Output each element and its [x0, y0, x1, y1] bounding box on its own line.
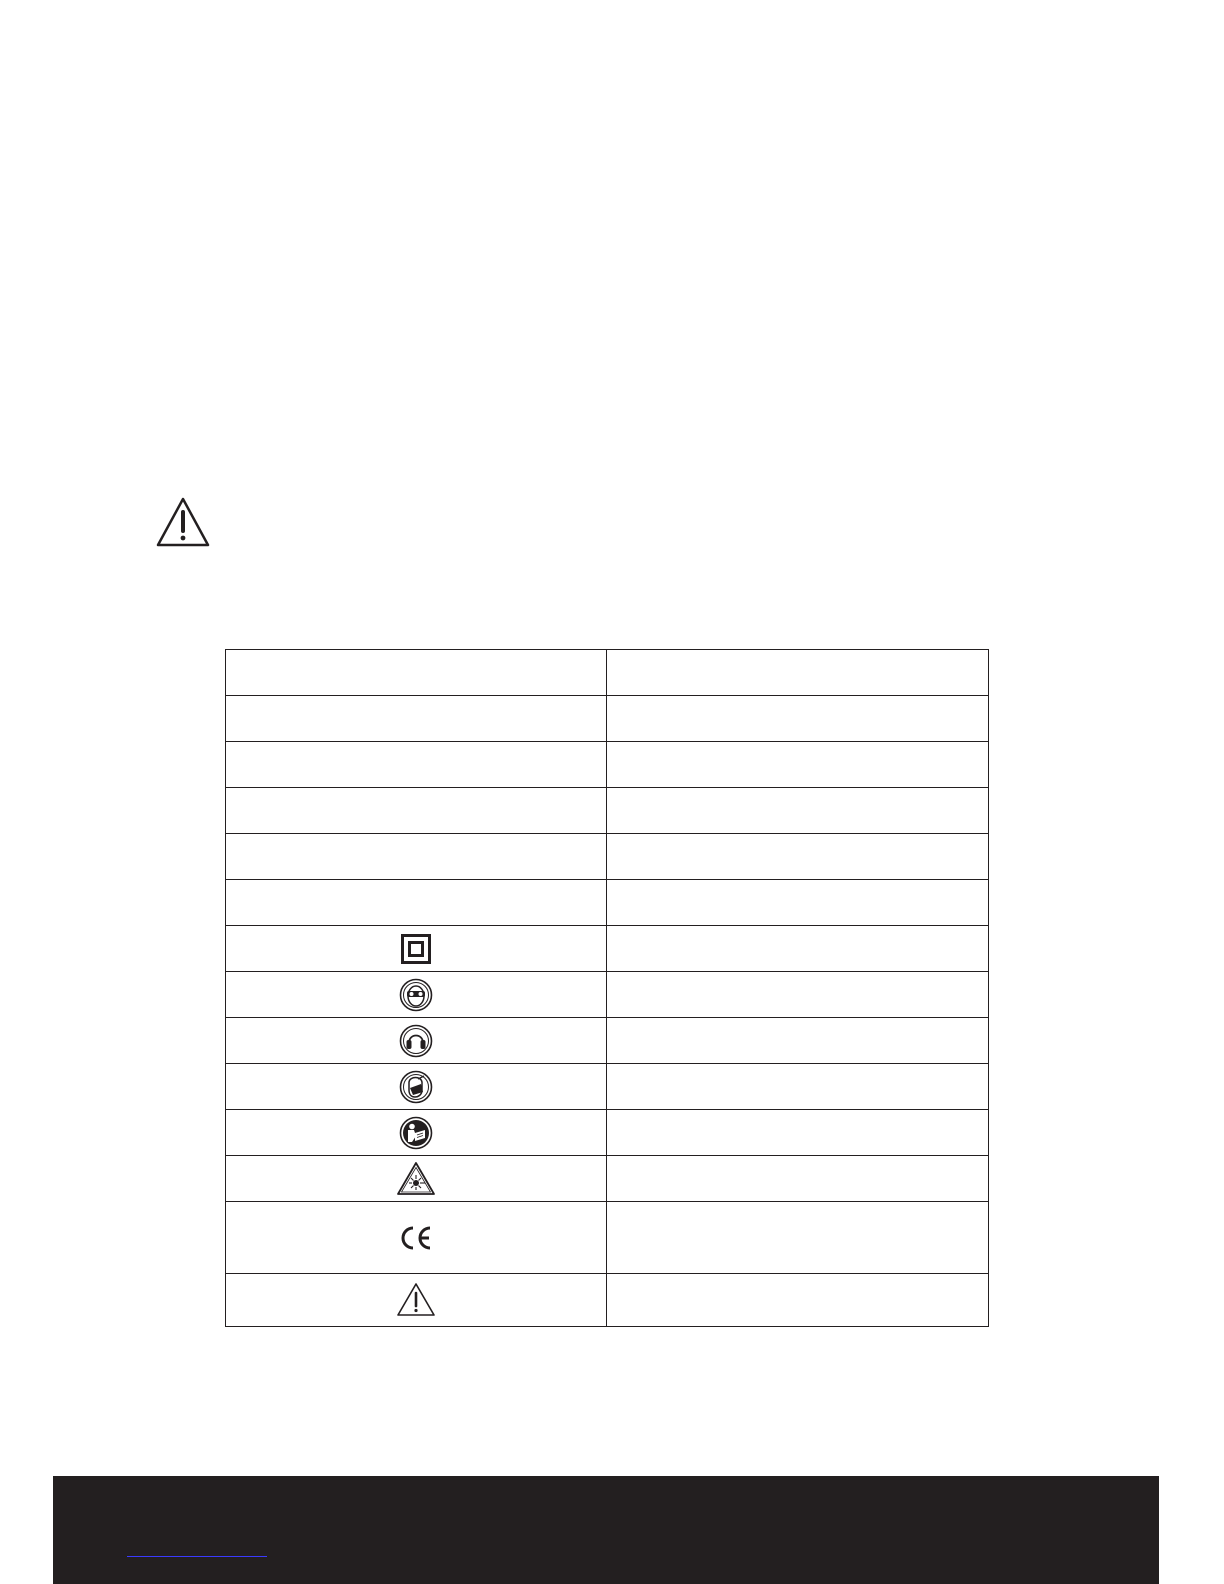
symbol-cell	[226, 1202, 607, 1274]
symbol-cell	[226, 972, 607, 1018]
description-cell	[607, 1110, 989, 1156]
table-row	[226, 926, 989, 972]
warning-triangle-icon	[155, 496, 211, 548]
symbol-cell	[226, 1064, 607, 1110]
table-row	[226, 1018, 989, 1064]
symbols-table	[225, 649, 989, 1327]
table-row	[226, 1110, 989, 1156]
symbol-cell	[226, 1156, 607, 1202]
symbol-cell	[226, 926, 607, 972]
warning-triangle-icon	[396, 1282, 436, 1318]
description-cell	[607, 834, 989, 880]
table-row	[226, 788, 989, 834]
symbol-cell	[226, 696, 607, 742]
symbol-cell	[226, 1110, 607, 1156]
symbol-cell	[226, 650, 607, 696]
read-manual-icon	[399, 1116, 433, 1150]
laser-radiation-icon	[396, 1161, 436, 1197]
double-insulation-icon	[401, 934, 431, 964]
symbol-cell	[226, 834, 607, 880]
footer-link[interactable]	[127, 1556, 267, 1557]
ear-protection-icon	[399, 1024, 433, 1058]
footer-bar	[53, 1476, 1159, 1584]
description-cell	[607, 1064, 989, 1110]
symbol-cell	[226, 742, 607, 788]
table-row	[226, 1156, 989, 1202]
description-cell	[607, 1018, 989, 1064]
description-cell	[607, 1156, 989, 1202]
symbol-cell	[226, 788, 607, 834]
table-row	[226, 1202, 989, 1274]
description-cell	[607, 742, 989, 788]
table-row	[226, 880, 989, 926]
description-cell	[607, 880, 989, 926]
description-cell	[607, 1202, 989, 1274]
table-row	[226, 972, 989, 1018]
table-row	[226, 1274, 989, 1327]
description-cell	[607, 972, 989, 1018]
description-cell	[607, 926, 989, 972]
eye-protection-icon	[399, 978, 433, 1012]
table-row	[226, 742, 989, 788]
symbol-cell	[226, 880, 607, 926]
table-row	[226, 696, 989, 742]
dust-mask-icon	[399, 1070, 433, 1104]
table-row	[226, 650, 989, 696]
description-cell	[607, 788, 989, 834]
ce-mark-icon	[399, 1225, 433, 1251]
symbol-cell	[226, 1274, 607, 1327]
description-cell	[607, 696, 989, 742]
symbol-cell	[226, 1018, 607, 1064]
description-cell	[607, 650, 989, 696]
table-row	[226, 1064, 989, 1110]
table-row	[226, 834, 989, 880]
description-cell	[607, 1274, 989, 1327]
